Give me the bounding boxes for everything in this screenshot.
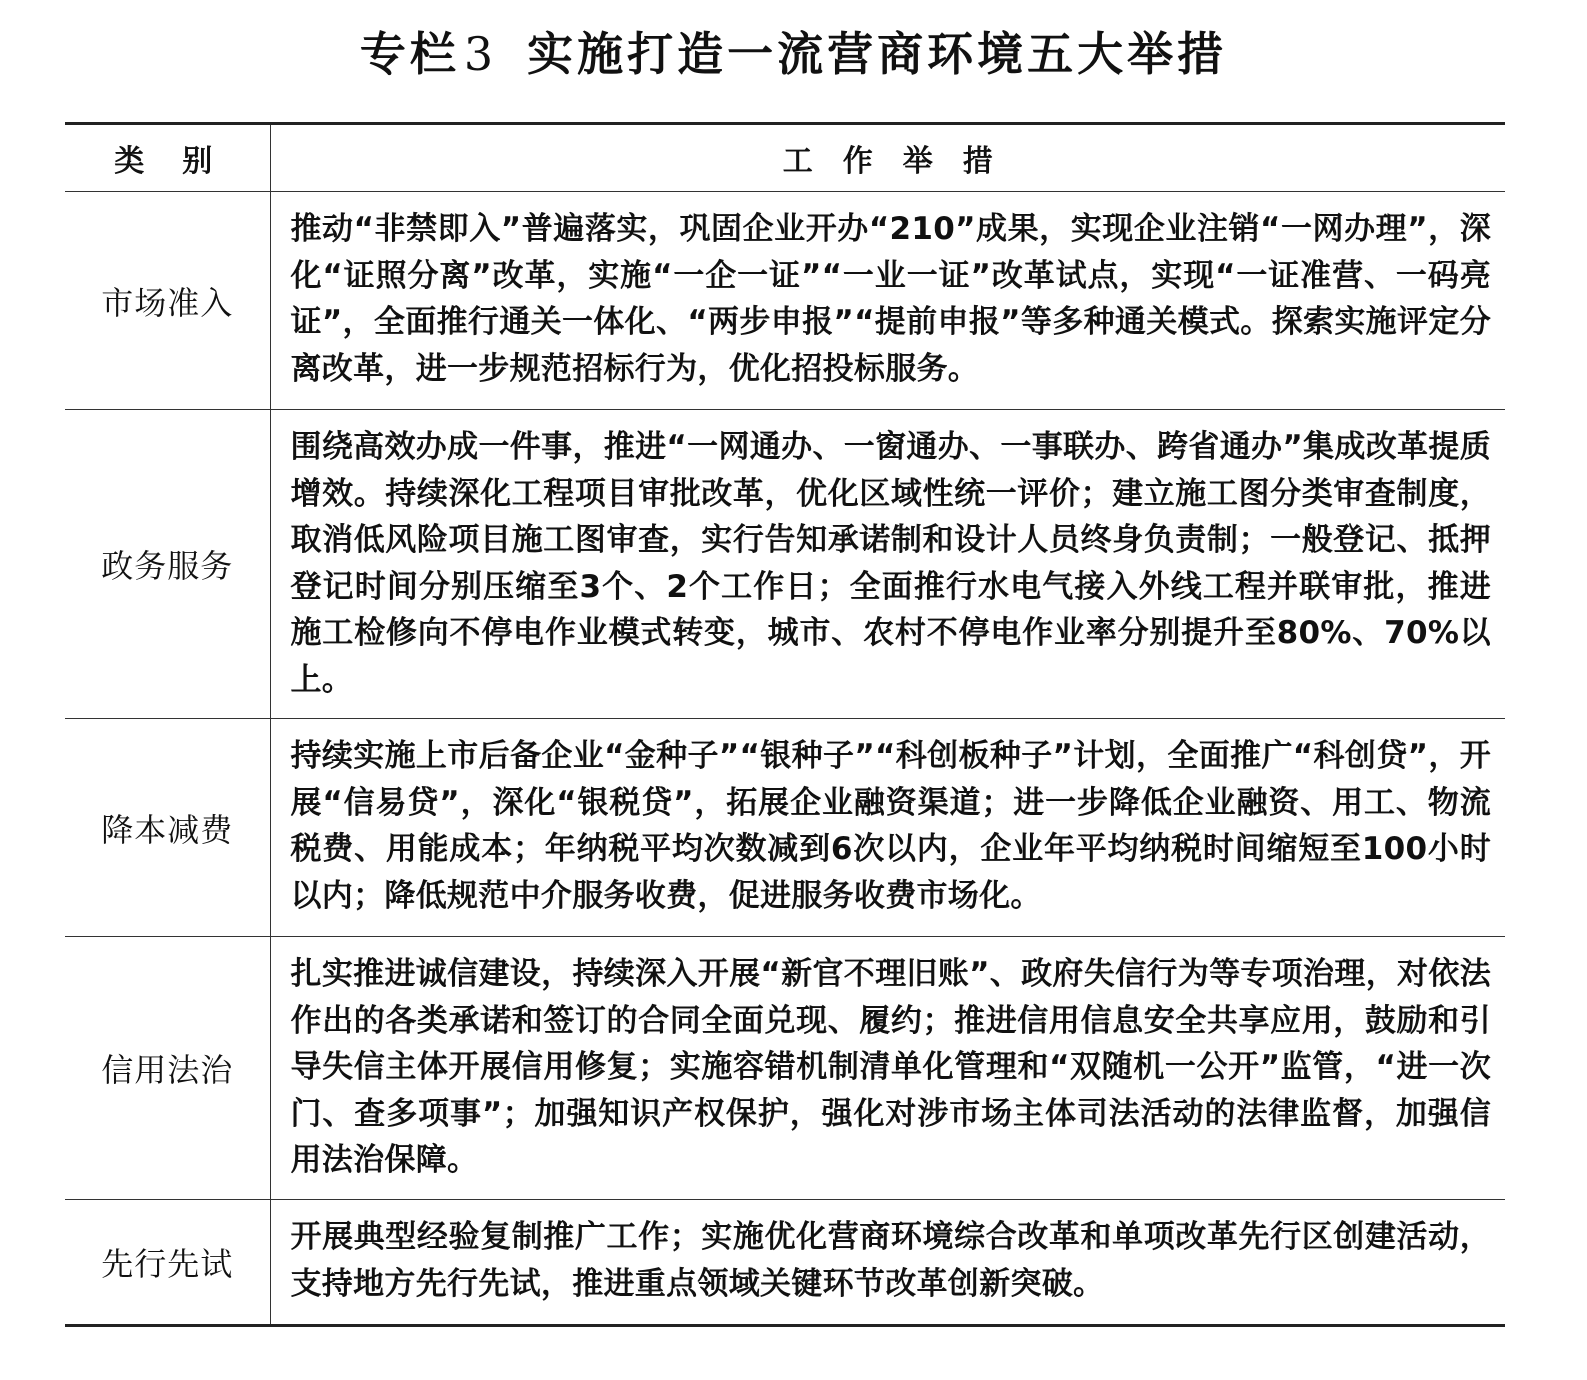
table-row [65, 410, 1505, 719]
header-measures: 工作举措 [270, 124, 1505, 192]
table-row [65, 1200, 1505, 1326]
row-category: 先行先试 [65, 1200, 270, 1326]
row-category: 市场准入 [65, 192, 270, 410]
table-header-row [65, 124, 1505, 192]
column-title [0, 22, 1587, 86]
title-prefix: 专栏 [359, 27, 460, 81]
row-measures: 围绕高效办成一件事，推进“一网通办、一窗通办、一事联办、跨省通办”集成改革提质增效。持续深化工程项目审批改革，优化区域性统一评价；建立施工图分类审查制度，取消低风险项目施工图审查，实行告知承诺制和设计人员终身负责制；一般登记、抵押登记时间分别压缩至3个、2个工作日；全面推行水电气接入外线工程并联审批，推进施工检修向不停电作业模式转变，城市、农村不停电作业率分别提升至80%、70%以上。 [270, 410, 1505, 719]
measures-table [65, 122, 1505, 1327]
row-category: 政务服务 [65, 410, 270, 719]
row-measures: 开展典型经验复制推广工作；实施优化营商环境综合改革和单项改革先行区创建活动，支持地方先行先试，推进重点领域关键环节改革创新突破。 [270, 1200, 1505, 1326]
table-row [65, 719, 1505, 937]
title-text: 实施打造一流营商环境五大举措 [527, 27, 1228, 81]
row-category: 降本减费 [65, 719, 270, 937]
table-row [65, 192, 1505, 410]
row-measures: 持续实施上市后备企业“金种子”“银种子”“科创板种子”计划，全面推广“科创贷”，开展“信易贷”，深化“银税贷”，拓展企业融资渠道；进一步降低企业融资、用工、物流税费、用能成本；年纳税平均次数减到6次以内，企业年平均纳税时间缩短至100小时以内；降低规范中介服务收费，促进服务收费市场化。 [270, 719, 1505, 937]
header-category: 类别 [65, 124, 270, 192]
title-number: 3 [463, 27, 498, 81]
table-row [65, 937, 1505, 1200]
row-category: 信用法治 [65, 937, 270, 1200]
row-measures: 推动“非禁即入”普遍落实，巩固企业开办“210”成果，实现企业注销“一网办理”，深化“证照分离”改革，实施“一企一证”“一业一证”改革试点，实现“一证准营、一码亮证”，全面推行通关一体化、“两步申报”“提前申报”等多种通关模式。探索实施评定分离改革，进一步规范招标行为，优化招投标服务。 [270, 192, 1505, 410]
row-measures: 扎实推进诚信建设，持续深入开展“新官不理旧账”、政府失信行为等专项治理，对依法作出的各类承诺和签订的合同全面兑现、履约；推进信用信息安全共享应用，鼓励和引导失信主体开展信用修复；实施容错机制清单化管理和“双随机一公开”监管，“进一次门、查多项事”；加强知识产权保护，强化对涉市场主体司法活动的法律监督，加强信用法治保障。 [270, 937, 1505, 1200]
